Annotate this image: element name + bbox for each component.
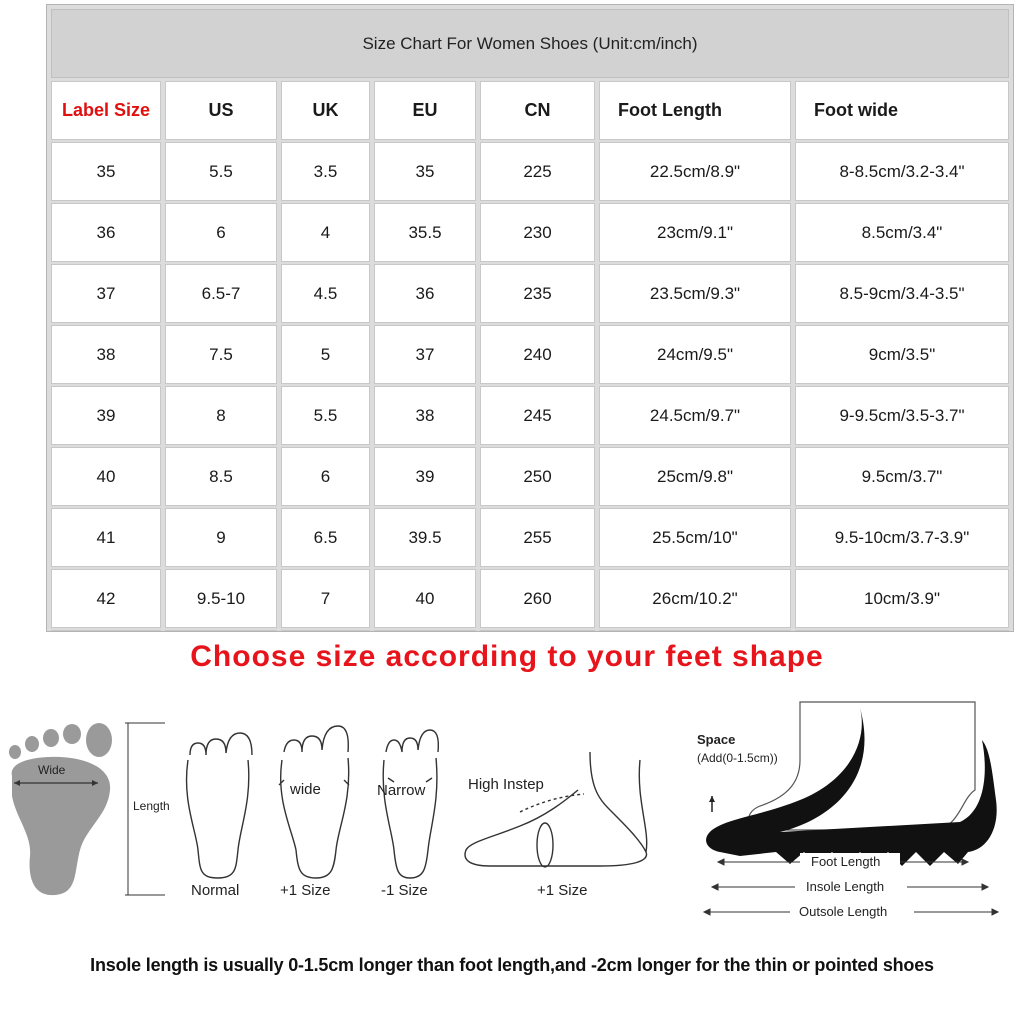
table-cell: 240 — [480, 325, 595, 384]
caption-minus1: -1 Size — [381, 882, 428, 899]
table-cell: 39 — [374, 447, 476, 506]
table-cell: 42 — [51, 569, 161, 628]
table-cell: 7.5 — [165, 325, 277, 384]
table-title: Size Chart For Women Shoes (Unit:cm/inch) — [51, 9, 1009, 78]
high-instep-foot-icon — [465, 752, 647, 867]
table-cell: 10cm/3.9" — [795, 569, 1009, 628]
table-cell: 6.5 — [281, 508, 370, 567]
table-cell: 245 — [480, 386, 595, 445]
table-cell: 23cm/9.1" — [599, 203, 791, 262]
table-cell: 38 — [374, 386, 476, 445]
table-cell: 24.5cm/9.7" — [599, 386, 791, 445]
table-cell: 235 — [480, 264, 595, 323]
table-cell: 40 — [51, 447, 161, 506]
table-cell: 5.5 — [165, 142, 277, 201]
table-cell: 9-9.5cm/3.5-3.7" — [795, 386, 1009, 445]
table-cell-cutoff — [795, 630, 1009, 632]
table-cell-cutoff — [374, 630, 476, 632]
header-uk: UK — [281, 81, 370, 140]
table-cell: 260 — [480, 569, 595, 628]
high-instep-label: High Instep — [468, 776, 544, 793]
table-cell: 6.5-7 — [165, 264, 277, 323]
table-cell: 7 — [281, 569, 370, 628]
normal-foot-icon — [187, 733, 252, 878]
space-add-label: (Add(0-1.5cm)) — [697, 751, 778, 765]
table-cell: 8.5cm/3.4" — [795, 203, 1009, 262]
table-cell: 9cm/3.5" — [795, 325, 1009, 384]
table-cell: 9 — [165, 508, 277, 567]
header-foot-wide: Foot wide — [795, 81, 1009, 140]
table-cell: 26cm/10.2" — [599, 569, 791, 628]
caption-instep: +1 Size — [537, 882, 588, 899]
table-cell: 230 — [480, 203, 595, 262]
table-cell: 5 — [281, 325, 370, 384]
header-eu: EU — [374, 81, 476, 140]
table-cell: 35 — [374, 142, 476, 201]
feet-shape-illustration — [0, 690, 1024, 940]
table-cell-cutoff — [51, 630, 161, 632]
table-cell: 6 — [165, 203, 277, 262]
table-cell: 9.5-10 — [165, 569, 277, 628]
table-cell: 4.5 — [281, 264, 370, 323]
table-cell: 35 — [51, 142, 161, 201]
table-cell: 9.5cm/3.7" — [795, 447, 1009, 506]
table-cell: 35.5 — [374, 203, 476, 262]
table-cell: 40 — [374, 569, 476, 628]
table-cell: 250 — [480, 447, 595, 506]
table-cell: 9.5-10cm/3.7-3.9" — [795, 508, 1009, 567]
header-label-size: Label Size — [51, 81, 161, 140]
wide-foot-icon — [279, 726, 349, 878]
table-cell: 23.5cm/9.3" — [599, 264, 791, 323]
table-cell: 39.5 — [374, 508, 476, 567]
table-cell: 36 — [374, 264, 476, 323]
table-cell: 25cm/9.8" — [599, 447, 791, 506]
table-cell: 22.5cm/8.9" — [599, 142, 791, 201]
header-cn: CN — [480, 81, 595, 140]
caption-normal: Normal — [191, 882, 240, 899]
table-cell: 255 — [480, 508, 595, 567]
table-cell: 24cm/9.5" — [599, 325, 791, 384]
table-cell: 36 — [51, 203, 161, 262]
table-cell-cutoff — [281, 630, 370, 632]
table-cell: 39 — [51, 386, 161, 445]
length-label: Length — [133, 799, 170, 813]
table-cell: 25.5cm/10" — [599, 508, 791, 567]
table-cell: 225 — [480, 142, 595, 201]
insole-footnote: Insole length is usually 0-1.5cm longer than foot length,and -2cm longer for the thin or pointed shoes — [90, 955, 934, 975]
space-label: Space — [697, 732, 736, 747]
table-cell: 37 — [51, 264, 161, 323]
table-cell-cutoff — [165, 630, 277, 632]
foot-length-label: Foot Length — [811, 854, 881, 869]
table-cell: 3.5 — [281, 142, 370, 201]
table-cell-cutoff — [480, 630, 595, 632]
size-chart-table — [46, 4, 1014, 632]
table-cell: 38 — [51, 325, 161, 384]
outsole-length-label: Outsole Length — [799, 904, 888, 919]
table-cell: 6 — [281, 447, 370, 506]
header-us: US — [165, 81, 277, 140]
header-foot-length: Foot Length — [599, 81, 791, 140]
caption-plus1: +1 Size — [280, 882, 331, 899]
narrow-foot-icon — [383, 730, 438, 878]
table-cell: 8.5-9cm/3.4-3.5" — [795, 264, 1009, 323]
table-cell: 37 — [374, 325, 476, 384]
table-cell: 8 — [165, 386, 277, 445]
table-cell: 8.5 — [165, 447, 277, 506]
table-cell: 41 — [51, 508, 161, 567]
table-cell: 8-8.5cm/3.2-3.4" — [795, 142, 1009, 201]
shoe-cross-section-icon — [706, 702, 997, 866]
shape-narrow-label: Narrow — [377, 782, 426, 799]
table-cell: 5.5 — [281, 386, 370, 445]
table-cell: 4 — [281, 203, 370, 262]
wide-label: Wide — [38, 763, 66, 777]
insole-length-label: Insole Length — [806, 879, 885, 894]
shape-wide-label: wide — [290, 781, 321, 798]
choose-size-heading: Choose size according to your feet shape — [190, 640, 824, 673]
foot-silhouette-icon — [9, 723, 112, 895]
table-cell-cutoff — [599, 630, 791, 632]
